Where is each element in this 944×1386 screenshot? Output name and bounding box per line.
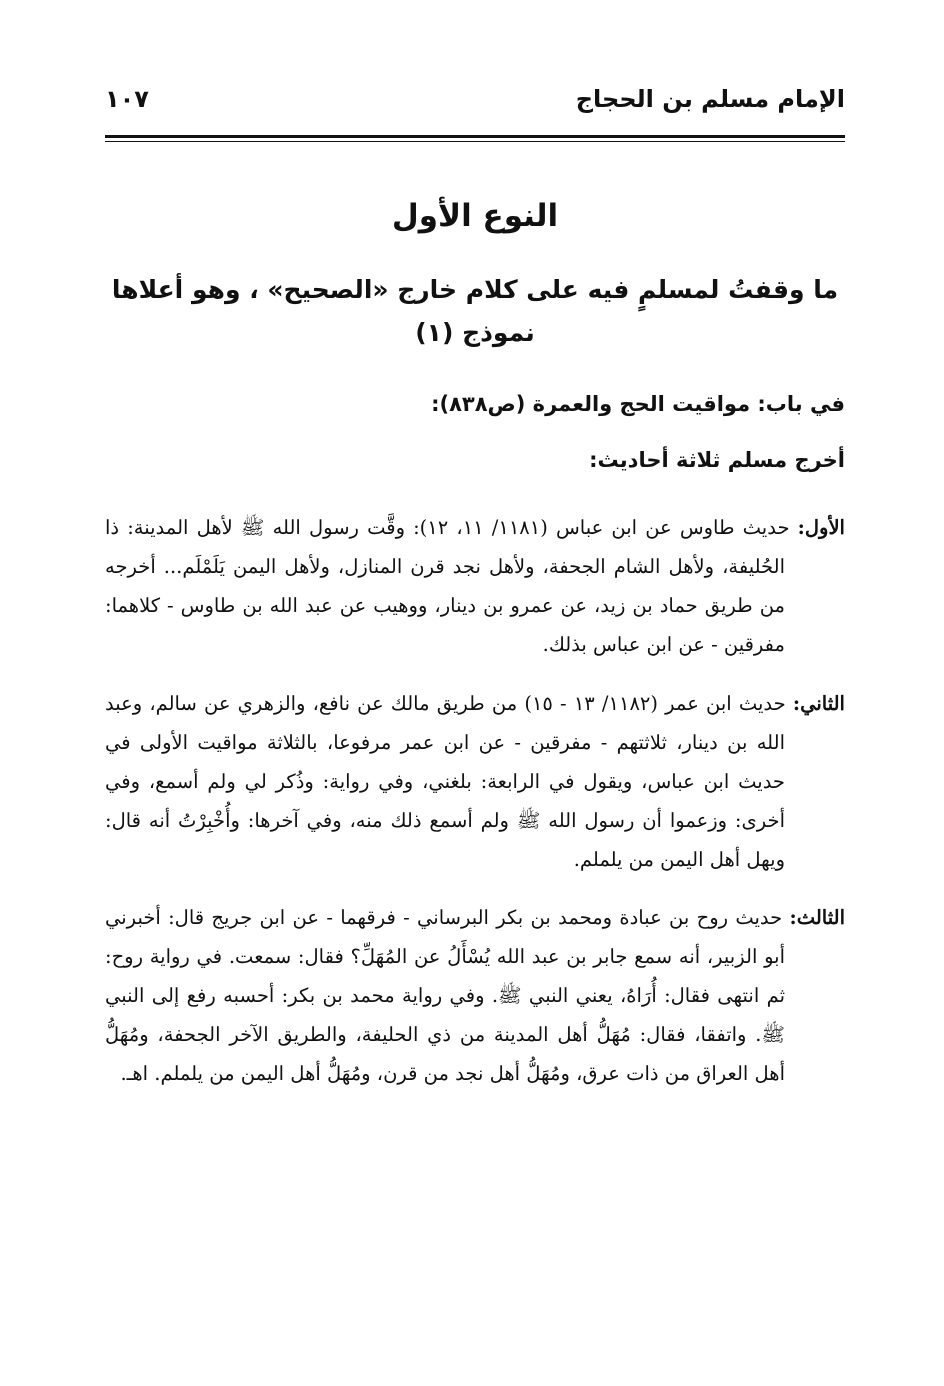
hadith-third [105, 898, 845, 1093]
book-page [105, 85, 845, 1113]
model-title: نموذج (١) [415, 318, 535, 347]
bab-heading: في باب: مواقيت الحج والعمرة (ص٨٣٨): [431, 392, 845, 416]
hadith-second [105, 684, 845, 879]
page-number: ١٠٧ [105, 85, 149, 113]
hadith-label: الثالث: [789, 906, 845, 929]
header-rule-thick [105, 135, 845, 138]
hadith-label: الأول: [797, 516, 845, 539]
running-header [105, 85, 845, 133]
hadith-text: حديث روح بن عبادة ومحمد بن بكر البرساني - فرقهما - عن ابن جريج قال: أخبرني أبو الزبير، أنه سمع جابر بن عبد الله يُسْأَلُ عن المُهَلِّ؟ فقال: سمعت. في رواية روح: ثم انتهى فقال: أُرَاهُ، يعني النبي ﷺ. وفي رواية محمد بن بكر: أحسبه رفع إلى النبي ﷺ. واتفقا، فقال: مُهَلُّ أهل المدينة من ذي الحليفة، والطريق الآخر الجحفة، ومُهَلُّ أهل العراق من ذات عرق، ومُهَلُّ أهل نجد من قرن، ومُهَلُّ أهل اليمن من يلملم. اهـ. [105, 906, 785, 1085]
section-subtitle: ما وقفتُ لمسلمٍ فيه على كلام خارج «الصحيح» ، وهو أعلاها [111, 275, 839, 304]
hadith-label: الثاني: [792, 691, 845, 715]
intro-heading: أخرج مسلم ثلاثة أحاديث: [589, 448, 845, 472]
hadith-first [105, 508, 845, 664]
hadith-text: حديث ابن عمر (١١٨٢/ ١٣ - ١٥) من طريق مالك عن نافع، والزهري عن سالم، وعبد الله بن دينار، ثلاثتهم - مفرقين - عن ابن عمر مرفوعا، بالثلاثة مواقيت الأولى في حديث ابن عباس، ويقول في الرابعة: بلغني، وفي رواية: وذُكر لي ولم أسمع، وفي أخرى: وزعموا أن رسول الله ﷺ ولم أسمع ذلك منه، وفي آخرها: وأُخْبِرْتُ أنه قال: ويهل أهل اليمن من يلملم. [105, 691, 786, 871]
header-rule-thin [105, 141, 845, 142]
running-header-title: الإمام مسلم بن الحجاج [575, 85, 845, 113]
hadith-text: حديث طاوس عن ابن عباس (١١٨١/ ١١، ١٢): وقَّت رسول الله ﷺ لأهل المدينة: ذا الحُليفة، ولأهل الشام الجحفة، ولأهل نجد قرن المنازل، ولأهل اليمن يَلَمْلَم... أخرجه من طريق حماد بن زيد، عن عمرو بن دينار، ووهيب عن عبد الله بن طاوس - كلاهما: مفرقين - عن ابن عباس بذلك. [105, 516, 790, 656]
section-title: النوع الأول [391, 198, 559, 234]
